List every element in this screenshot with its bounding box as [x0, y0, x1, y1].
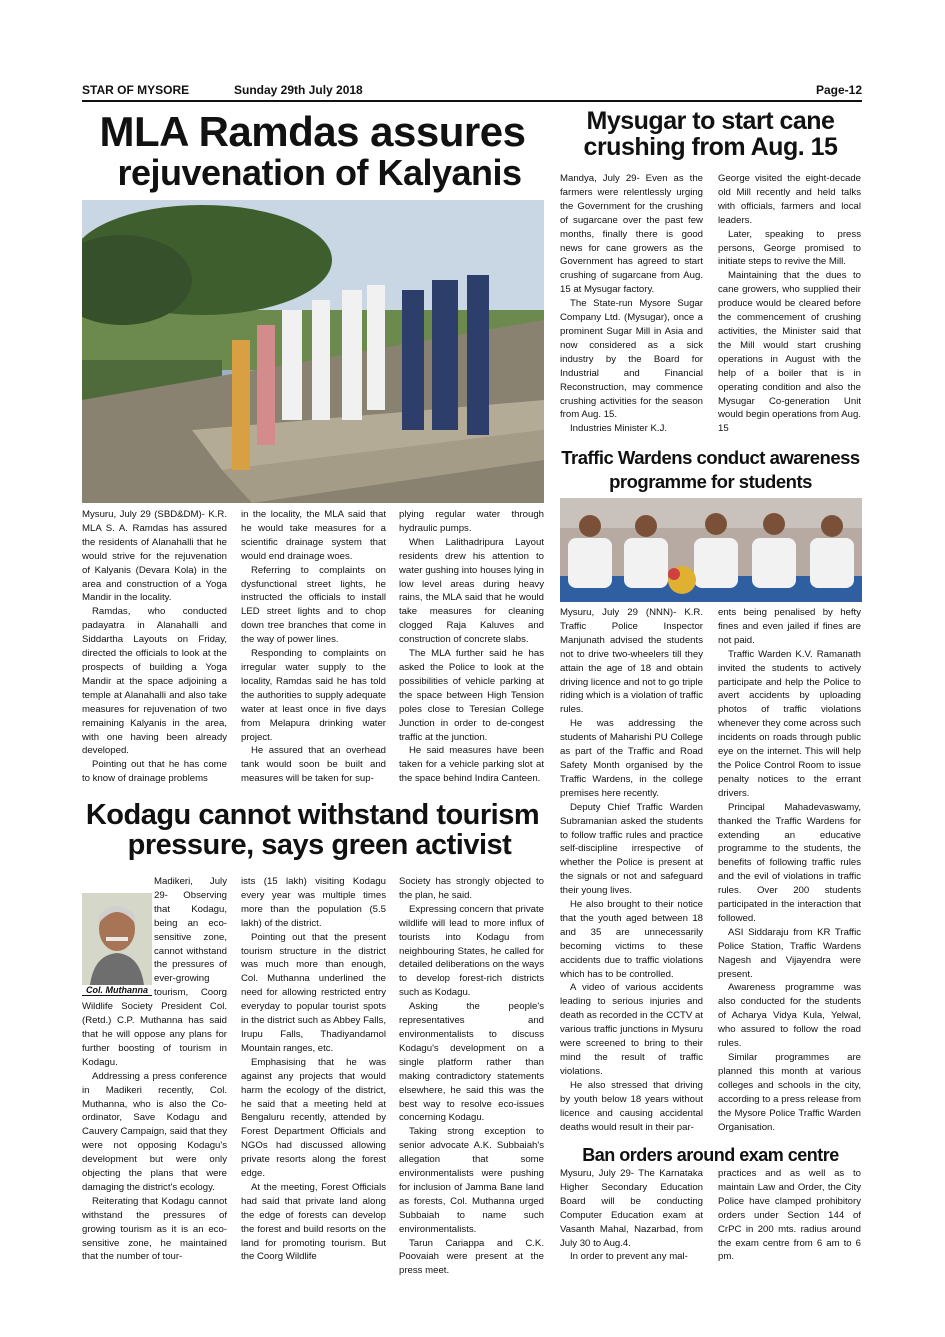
story1-column-1: Mysuru, July 29 (SBD&DM)- K.R. MLA S. A. Ramdas has assured the residents of Alanahalli that he would strive for the rejuvenation of Kalyanis (Devara Kola) in the area and construction of a Yoga Mandir in the locality. Ramdas, who conducted padayatra in Alanahalli and Siddartha Layouts on Friday, directed the officials to look at the prospects of building a Yoga Mandir at the space adjoining a temple at Alanahalli and also take measures for rejuvenation of two remaining Kalyanis in the area, with one having been already developed. Pointing out that he has come to know of drainage problems — [82, 509, 227, 785]
story4-photo — [560, 498, 862, 602]
story4-column-1: Mysuru, July 29 (NNN)- K.R. Traffic Police Inspector Manjunath advised the students not to drive two-wheelers till they attain the age of 18 and obtain driving licence and not to go triple riding which is a violation of traffic rules. He was addressing the students of Maharishi PU College as part of the Traffic and Road Safety Month organised by the Traffic Wardens, in the college premises here recently. Deputy Chief Traffic Warden Subramanian asked the students to follow traffic rules and practice self-discipline irrespective of whether the Police is present at the signals or not and safeguard their young lives. He also brought to their notice that the youth aged between 18 and 35 are unnecessarily becoming victims to these accidents due to traffic violations which has to be controlled. A video of various accidents leading to serious injuries and death as recorded in the CCTV at various traffic junctions in Mysuru were screened to bring to their mind the result of traffic violations. He also stressed that driving by youth below 18 years without licence and causing accidental deaths would result in their par- — [560, 607, 703, 1133]
page-number: Page-12 — [815, 83, 862, 97]
photo-caption: Col. Muthanna — [82, 985, 152, 996]
story2-column-1-intro: Madikeri, July 29- Observing that Kodagu, being an eco-sensitive zone, cannot withstand the pressures of ever-growing tourism, Coorg Wildlife Society President Col. (Retd.) C.P. Muthanna has said that he will oppose any plans for further boosting of tourism in Kodagu. Addressing a press conference in Madikeri recently, Col. Muthanna, who is also the Co-ordinator, Save Kodagu and Cauvery Campaign, said that they were not opposing Kodagu's development but were only objecting the plans that were damaging the district's ecology. Reiterating that Kodagu cannot withstand the pressures of growing tourism as it is an eco-sensitive zone, he maintained that the number of tour- — [82, 876, 227, 1263]
story1-column-3: plying regular water through hydraulic pumps. When Lalithadripura Layout residents drew his attention to water gushing into houses lying in low level areas during heavy rains, the MLA said that he would take measures for cleaning clogged Raja Kaluves and construction of concrete slabs. The MLA further said he has asked the Police to look at the possibilities of vehicle parking at the space between High Tension poles close to Teresian College Junction in order to de-congest traffic at the junction. He said measures have been taken for a vehicle parking slot at the space behind Indira Canteen. — [399, 509, 544, 785]
masthead — [82, 80, 862, 102]
story2-column-2: ists (15 lakh) visiting Kodagu every year was multiple times more than the population (5.5 lakh) of the district. Pointing out that the present tourism structure in the district was much more than enough, Col. Muthanna underlined the need for allowing restricted entry everyday to popular tourist spots in the district such as Abbey Falls, Irupu Falls, Thadiyandamol Mountain ranges, etc. Emphasising that he was against any projects that would harm the ecology of the district, he said that a meeting held at Bengaluru recently, attended by Forest Department Officials and NGOs had discussed allowing private resorts along the forest edge. At the meeting, Forest Officials had said that private land along the edge of forests can develop the forest and build resorts on the land for promoting tourism. But the Coorg Wildlife — [241, 876, 386, 1263]
story5-headline: Ban orders around exam centre — [582, 1145, 839, 1165]
story1-headline: MLA Ramdas assures rejuvenation of Kalyanis — [99, 108, 526, 193]
story3-headline: Mysugar to start cane crushing from Aug. 15 — [583, 107, 838, 161]
story1-column-2: in the locality, the MLA said that he would take measures for a scientific drainage system that would end drainage woes. Referring to complaints on dysfunctional street lights, he instructed the officials to install LED street lights and to chop down tree branches that come in the way of power lines. Responding to complaints on irregular water supply to the locality, Ramdas said he has told the authorities to supply adequate water at least once in five days from Melapura drinking water project. He assured that an overhead tank would soon be built and measures will be taken for sup- — [241, 509, 386, 785]
story5-column-2: practices and as well as to maintain Law and Order, the City Police have clamped prohibitory orders under Section 144 of CrPC in 200 mts. radius around the exam centre from 6 am to 6 pm. — [718, 1168, 861, 1263]
story2-column-3: Society has strongly objected to the plan, he said. Expressing concern that private wildlife will lead to more influx of tourists into Kodagu from neighbouring States, he called for detailed deliberations on the ways to develop forest-rich districts such as Kodagu. Asking the people's representatives and environmentalists to discuss Kodagu's development on a single platform rather than making contradictory statements elsewhere, he said this was the best way to resolve eco-issues concerning Kodagu. Taking strong exception to senior advocate A.K. Subbaiah's allegation that some environmentalists were pushing for inclusion of Jamma Bane land as forests, Col. Muthanna urged Subbaiah to name such environmentalists. Tarun Cariappa and C.K. Poovaiah were present at the press meet. — [399, 876, 544, 1277]
story3-column-2: George visited the eight-decade old Mill recently and held talks with officials, farmers and local leaders. Later, speaking to press persons, George promised to initiate steps to revive the Mill. Maintaining that the dues to cane growers, who supplied their produce would be cleared before the commencement of crushing activities, the Minister said that the Mill would start crushing operations in August with the help of a boiler that is in operating condition and also the Mysugar Co-generation Unit would begin operations from Aug. 15 — [718, 173, 861, 435]
issue-date: Sunday 29th July 2018 — [234, 83, 363, 97]
story2-headline: Kodagu cannot withstand tourism pressure, says green activist — [85, 799, 540, 862]
story4-column-2: ents being penalised by hefty fines and even jailed if fines are not paid. Traffic Warden K.V. Ramanath invited the students to actively participate and help the Police to avert accidents by uploading photos of traffic violations whenever they come across such incidents on roads through public eye on the internet. This will help the Police Control Room to issue penalty notices to the errant drivers. Principal Mahadevaswamy, thanked the Traffic Wardens for extending an educative programme to the students, the benefits of following traffic rules and the evil of violations in traffic rules. Over 200 students participated in the interaction that followed. ASI Siddaraju from KR Traffic Police Station, Traffic Wardens Nagesh and Vijayendra were present. Awareness programme was also conducted for the students of Acharya Vidya Kula, Yelwal, who assured to follow the road rules. Similar programmes are planned this month at various colleges and schools in the city, according to a press release from the Mysore Police Traffic Warden Organisation. — [718, 607, 861, 1133]
officials-dais-image — [560, 498, 862, 602]
paper-name: STAR OF MYSORE — [82, 83, 190, 97]
outdoor-group-photo-image — [82, 200, 544, 503]
story5-column-1: Mysuru, July 29- The Karnataka Higher Secondary Education Board will be conducting Computer Education exam at Vasanth Mahal, Nazarbad, from July 30 to Aug.4. In order to prevent any mal- — [560, 1168, 703, 1263]
story1-photo — [82, 200, 544, 503]
story3-column-1: Mandya, July 29- Even as the farmers were relentlessly urging the Government for the crushing of sugarcane over the past few months, finally there is good news for cane growers as the Government has agreed to start crushing of sugarcane from Aug. 15 at Mysugar factory. The State-run Mysore Sugar Company Ltd. (Mysugar), once a prominent Sugar Mill in Asia and now considered as a sick industry by the Board for Industrial and Financial Reconstruction, may commence crushing activities for the season from Aug. 15. Industries Minister K.J. — [560, 173, 703, 435]
story4-headline: Traffic Wardens conduct awareness programme for students — [561, 447, 860, 493]
